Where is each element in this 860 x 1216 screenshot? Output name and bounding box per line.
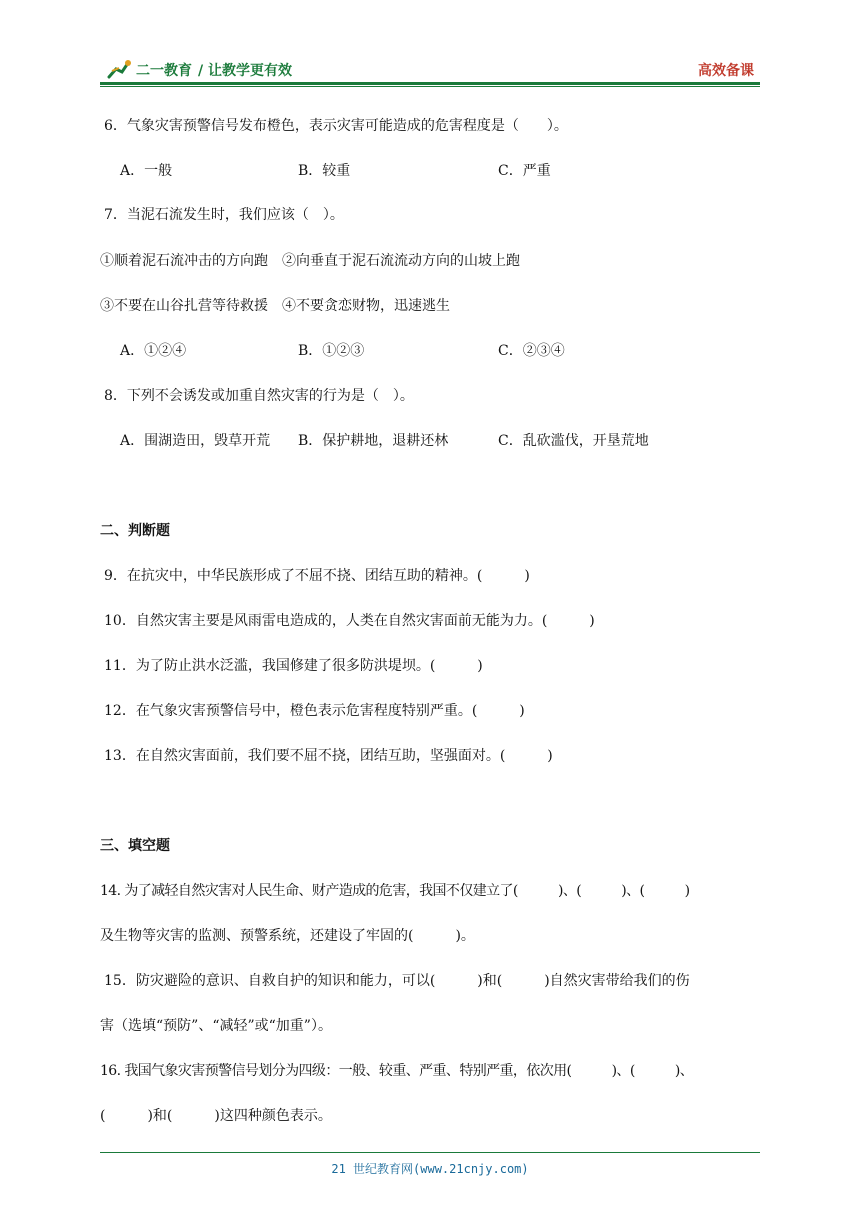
- question-12: 12．在气象灾害预警信号中，橙色表示危害程度特别严重。( ): [104, 703, 525, 719]
- question-16-line-1: 16. 我国气象灾害预警信号划分为四级：一般、较重、严重、特别严重，依次用( )、( )、: [100, 1063, 694, 1079]
- q6-option-b: B．较重: [298, 163, 351, 179]
- section-2-title: 二、判断题: [100, 523, 170, 539]
- q7-option-c: C．②③④: [498, 343, 565, 359]
- q7-statements-1: ①顺着泥石流冲击的方向跑 ②向垂直于泥石流流动方向的山坡上跑: [100, 253, 520, 269]
- header-divider: [100, 82, 760, 85]
- page-header: [100, 58, 760, 82]
- q8-option-a: A．围湖造田，毁草开荒: [120, 433, 271, 449]
- logo-text: 二一教育: [136, 63, 192, 79]
- header-divider-thin: [100, 86, 760, 87]
- q8-option-c: C．乱砍滥伐，开垦荒地: [498, 433, 649, 449]
- q8-option-b: B．保护耕地，退耕还林: [298, 433, 449, 449]
- q7-option-a: A．①②④: [120, 343, 187, 359]
- q6-option-a: A．一般: [120, 163, 173, 179]
- q6-option-c: C．严重: [498, 163, 551, 179]
- q7-option-b: B．①②③: [298, 343, 365, 359]
- question-14-line-2: 及生物等灾害的监测、预警系统，还建设了牢固的( )。: [100, 928, 475, 944]
- header-badge: 高效备课: [698, 63, 754, 79]
- question-7: 7．当泥石流发生时，我们应该（ ）。: [104, 207, 344, 223]
- question-16-line-2: ( )和( )这四种颜色表示。: [100, 1108, 332, 1124]
- footer-link[interactable]: 21 世纪教育网(www.21cnjy.com): [331, 1162, 529, 1176]
- question-9: 9．在抗灾中，中华民族形成了不屈不挠、团结互助的精神。( ): [104, 568, 530, 584]
- q7-statements-2: ③不要在山谷扎营等待救援 ④不要贪恋财物，迅速逃生: [100, 298, 450, 314]
- runner-logo-icon: [106, 59, 132, 81]
- question-14-line-1: 14. 为了减轻自然灾害对人民生命、财产造成的危害，我国不仅建立了( )、( )、( ): [100, 883, 690, 899]
- question-11: 11．为了防止洪水泛滥，我国修建了很多防洪堤坝。( ): [104, 658, 483, 674]
- logo: [106, 58, 292, 82]
- question-6: 6．气象灾害预警信号发布橙色，表示灾害可能造成的危害程度是（ ）。: [104, 118, 568, 134]
- question-8: 8．下列不会诱发或加重自然灾害的行为是（ ）。: [104, 388, 414, 404]
- footer-divider: [100, 1152, 760, 1153]
- question-15-line-1: 15．防灾避险的意识、自救自护的知识和能力，可以( )和( )自然灾害带给我们的伤: [104, 973, 690, 989]
- slogan: / 让教学更有效: [198, 63, 292, 79]
- question-15-line-2: 害（选填“预防”、“减轻”或“加重”）。: [100, 1018, 332, 1034]
- question-10: 10．自然灾害主要是风雨雷电造成的，人类在自然灾害面前无能为力。( ): [104, 613, 595, 629]
- section-3-title: 三、填空题: [100, 838, 170, 854]
- question-13: 13．在自然灾害面前，我们要不屈不挠，团结互助，坚强面对。( ): [104, 748, 553, 764]
